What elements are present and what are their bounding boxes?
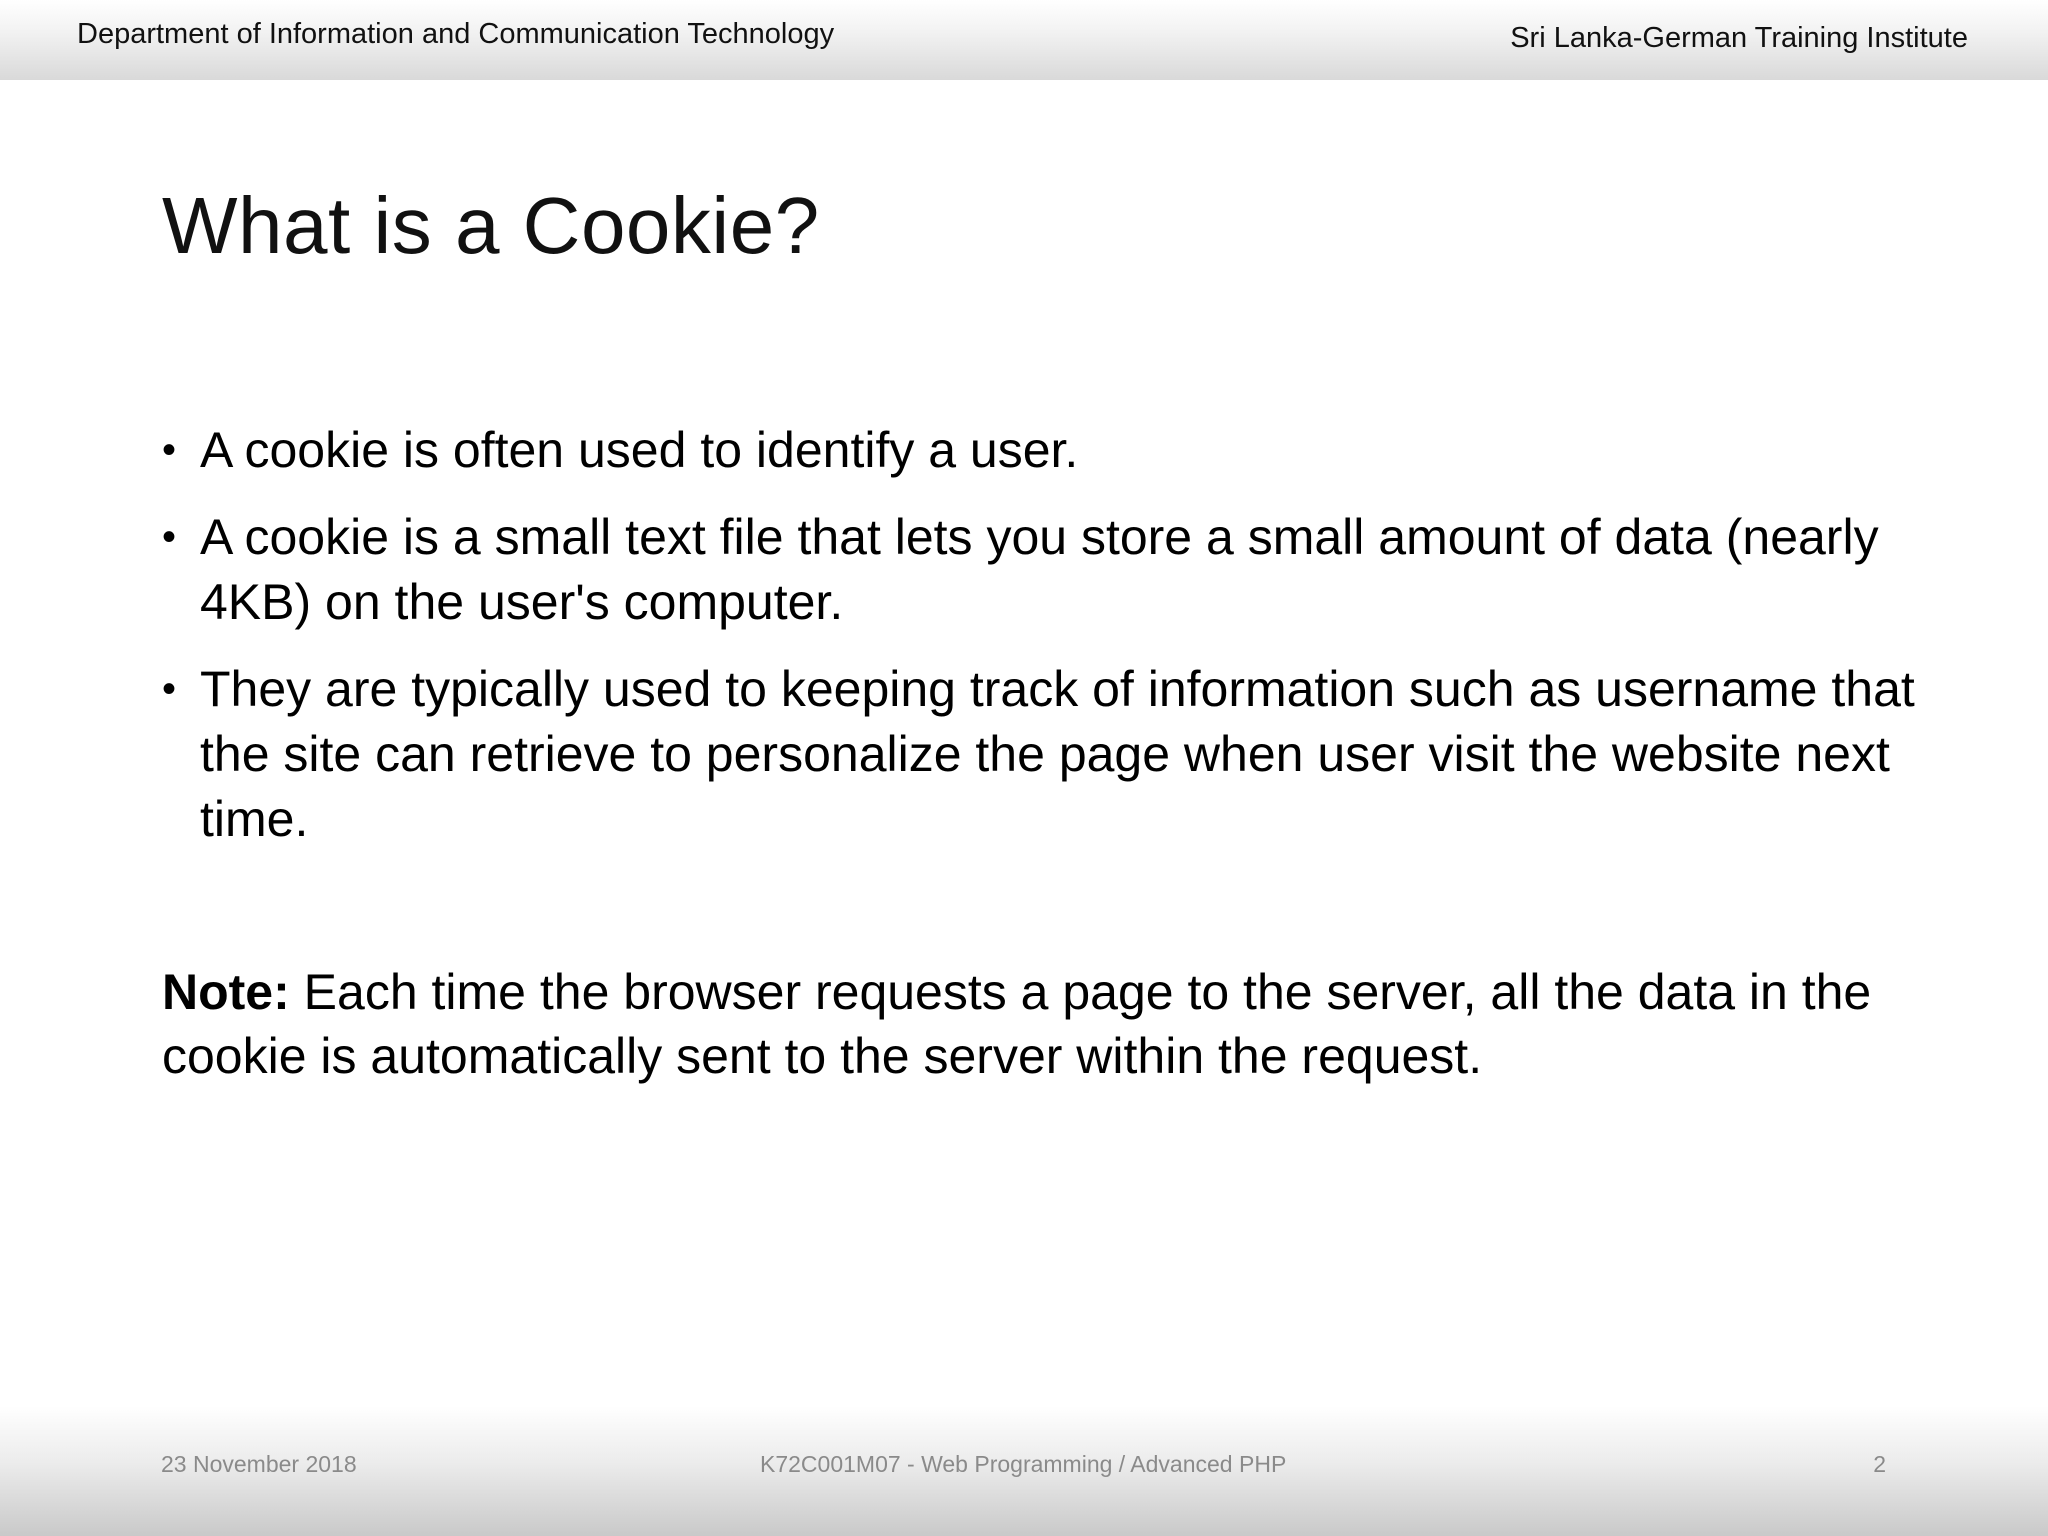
bullet-text: A cookie is often used to identify a user.: [200, 422, 1079, 478]
header-department: Department of Information and Communication Technology: [77, 18, 835, 50]
bullet-dot-icon: •: [162, 667, 177, 711]
bullet-item: [162, 657, 1922, 852]
bullet-list: [162, 418, 1922, 874]
note-text: Each time the browser requests a page to the server, all the data in the cookie is automatically sent to the server within the request.: [162, 964, 1872, 1084]
bullet-item: [162, 505, 1922, 635]
note-label: Note:: [162, 964, 290, 1020]
bullet-text: A cookie is a small text file that lets you store a small amount of data (nearly 4KB) on the user's computer.: [200, 509, 1879, 630]
bullet-item: [162, 418, 1922, 483]
footer-course: K72C001M07 - Web Programming / Advanced PHP: [760, 1451, 1287, 1477]
bullet-dot-icon: •: [162, 428, 177, 472]
bullet-text: They are typically used to keeping track of information such as username that the site can retrieve to personalize the page when user visit the website next time.: [200, 661, 1915, 847]
slide-title: What is a Cookie?: [162, 181, 820, 270]
note-paragraph: [162, 960, 1942, 1088]
header-bar: [0, 0, 2048, 80]
footer-date: 23 November 2018: [161, 1451, 357, 1477]
bullet-dot-icon: •: [162, 515, 177, 559]
page-number: 2: [1873, 1451, 1886, 1477]
header-institute: Sri Lanka-German Training Institute: [1510, 22, 1968, 54]
